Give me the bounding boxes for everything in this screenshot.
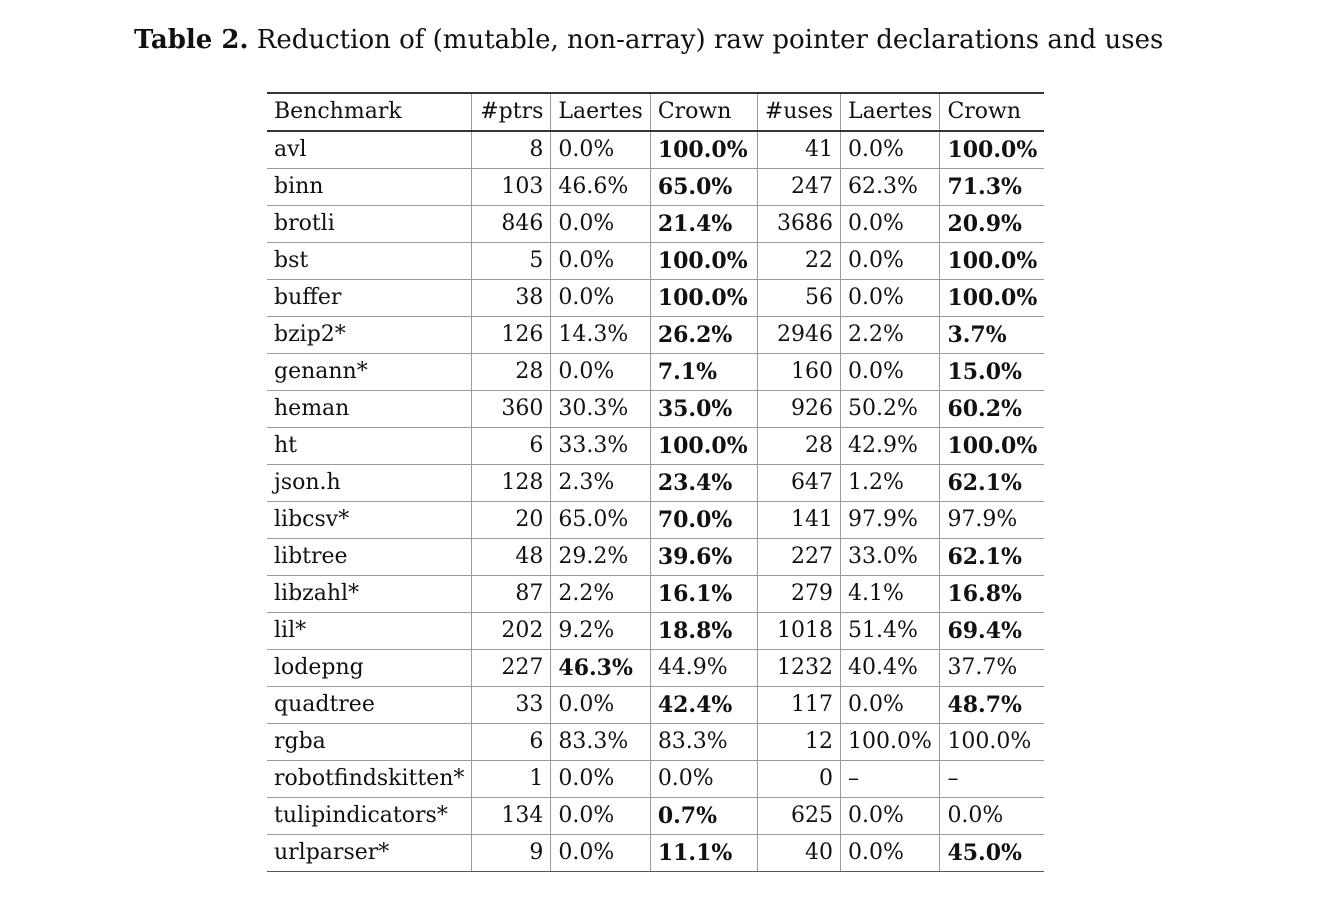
cell-laertes-uses: 0.0% <box>841 835 940 872</box>
cell-laertes-uses: 1.2% <box>841 465 940 502</box>
cell-crown-uses: 45.0% <box>940 835 1045 872</box>
cell-uses: 926 <box>757 391 840 428</box>
table-row <box>267 539 1044 576</box>
cell-laertes-uses: 100.0% <box>841 724 940 761</box>
cell-benchmark: json.h <box>267 465 472 502</box>
cell-crown-ptrs: 42.4% <box>650 687 757 724</box>
cell-crown-uses: 100.0% <box>940 724 1045 761</box>
cell-laertes-uses: 33.0% <box>841 539 940 576</box>
cell-crown-uses: 60.2% <box>940 391 1045 428</box>
cell-benchmark: libtree <box>267 539 472 576</box>
cell-uses: 227 <box>757 539 840 576</box>
cell-laertes-uses: 0.0% <box>841 280 940 317</box>
cell-ptrs: 20 <box>472 502 551 539</box>
table-row <box>267 576 1044 613</box>
cell-laertes-uses: 42.9% <box>841 428 940 465</box>
cell-laertes-uses: 0.0% <box>841 131 940 169</box>
cell-crown-ptrs: 11.1% <box>650 835 757 872</box>
cell-laertes-ptrs: 0.0% <box>551 354 650 391</box>
cell-laertes-uses: 40.4% <box>841 650 940 687</box>
cell-laertes-uses: 4.1% <box>841 576 940 613</box>
table-row <box>267 835 1044 872</box>
cell-uses: 2946 <box>757 317 840 354</box>
cell-uses: 1018 <box>757 613 840 650</box>
cell-benchmark: binn <box>267 169 472 206</box>
cell-crown-uses: 3.7% <box>940 317 1045 354</box>
cell-laertes-ptrs: 0.0% <box>551 131 650 169</box>
cell-crown-ptrs: 100.0% <box>650 428 757 465</box>
cell-ptrs: 8 <box>472 131 551 169</box>
cell-uses: 3686 <box>757 206 840 243</box>
cell-crown-uses: 62.1% <box>940 465 1045 502</box>
cell-laertes-uses: 50.2% <box>841 391 940 428</box>
cell-uses: 625 <box>757 798 840 835</box>
cell-laertes-uses: 51.4% <box>841 613 940 650</box>
table-row <box>267 354 1044 391</box>
cell-crown-ptrs: 16.1% <box>650 576 757 613</box>
cell-ptrs: 227 <box>472 650 551 687</box>
cell-crown-ptrs: 100.0% <box>650 280 757 317</box>
cell-ptrs: 38 <box>472 280 551 317</box>
cell-uses: 12 <box>757 724 840 761</box>
cell-crown-ptrs: 44.9% <box>650 650 757 687</box>
cell-benchmark: brotli <box>267 206 472 243</box>
cell-benchmark: bst <box>267 243 472 280</box>
header-laertes-ptrs: Laertes <box>551 93 650 131</box>
cell-ptrs: 6 <box>472 428 551 465</box>
cell-crown-uses: 15.0% <box>940 354 1045 391</box>
header-row <box>267 93 1044 131</box>
cell-laertes-ptrs: 2.2% <box>551 576 650 613</box>
cell-uses: 40 <box>757 835 840 872</box>
cell-ptrs: 134 <box>472 798 551 835</box>
table-row <box>267 169 1044 206</box>
table-row <box>267 391 1044 428</box>
header-uses: #uses <box>757 93 840 131</box>
cell-laertes-ptrs: 2.3% <box>551 465 650 502</box>
cell-crown-uses: 97.9% <box>940 502 1045 539</box>
cell-ptrs: 103 <box>472 169 551 206</box>
cell-crown-uses: 100.0% <box>940 280 1045 317</box>
cell-uses: 41 <box>757 131 840 169</box>
table-row <box>267 761 1044 798</box>
cell-laertes-uses: 0.0% <box>841 243 940 280</box>
table-row <box>267 465 1044 502</box>
header-laertes-uses: Laertes <box>841 93 940 131</box>
cell-crown-ptrs: 39.6% <box>650 539 757 576</box>
cell-laertes-ptrs: 0.0% <box>551 761 650 798</box>
table-row <box>267 280 1044 317</box>
cell-benchmark: ht <box>267 428 472 465</box>
table-row <box>267 502 1044 539</box>
cell-crown-ptrs: 83.3% <box>650 724 757 761</box>
cell-laertes-uses: 97.9% <box>841 502 940 539</box>
cell-crown-ptrs: 23.4% <box>650 465 757 502</box>
table-row <box>267 317 1044 354</box>
table-caption <box>134 22 1163 58</box>
results-table <box>267 92 1044 872</box>
cell-laertes-ptrs: 0.0% <box>551 206 650 243</box>
cell-benchmark: robotfindskitten* <box>267 761 472 798</box>
cell-laertes-ptrs: 46.3% <box>551 650 650 687</box>
cell-uses: 247 <box>757 169 840 206</box>
cell-ptrs: 128 <box>472 465 551 502</box>
cell-laertes-ptrs: 0.0% <box>551 835 650 872</box>
cell-laertes-ptrs: 30.3% <box>551 391 650 428</box>
header-crown-ptrs: Crown <box>650 93 757 131</box>
cell-ptrs: 202 <box>472 613 551 650</box>
cell-crown-uses: – <box>940 761 1045 798</box>
cell-ptrs: 33 <box>472 687 551 724</box>
cell-crown-uses: 37.7% <box>940 650 1045 687</box>
cell-laertes-uses: – <box>841 761 940 798</box>
cell-ptrs: 360 <box>472 391 551 428</box>
cell-ptrs: 6 <box>472 724 551 761</box>
header-ptrs: #ptrs <box>472 93 551 131</box>
cell-uses: 160 <box>757 354 840 391</box>
cell-laertes-uses: 0.0% <box>841 206 940 243</box>
cell-laertes-uses: 0.0% <box>841 354 940 391</box>
cell-laertes-ptrs: 0.0% <box>551 687 650 724</box>
table-row <box>267 613 1044 650</box>
cell-benchmark: lodepng <box>267 650 472 687</box>
table-row <box>267 650 1044 687</box>
cell-crown-uses: 0.0% <box>940 798 1045 835</box>
cell-crown-ptrs: 70.0% <box>650 502 757 539</box>
header-crown-uses: Crown <box>940 93 1045 131</box>
cell-laertes-ptrs: 9.2% <box>551 613 650 650</box>
cell-benchmark: libcsv* <box>267 502 472 539</box>
cell-benchmark: quadtree <box>267 687 472 724</box>
cell-laertes-ptrs: 14.3% <box>551 317 650 354</box>
cell-crown-ptrs: 0.0% <box>650 761 757 798</box>
cell-crown-uses: 48.7% <box>940 687 1045 724</box>
cell-uses: 647 <box>757 465 840 502</box>
cell-crown-ptrs: 65.0% <box>650 169 757 206</box>
cell-uses: 141 <box>757 502 840 539</box>
cell-benchmark: heman <box>267 391 472 428</box>
cell-ptrs: 846 <box>472 206 551 243</box>
table-row <box>267 724 1044 761</box>
cell-laertes-uses: 0.0% <box>841 798 940 835</box>
cell-crown-uses: 100.0% <box>940 428 1045 465</box>
cell-uses: 0 <box>757 761 840 798</box>
cell-crown-ptrs: 100.0% <box>650 243 757 280</box>
cell-laertes-ptrs: 33.3% <box>551 428 650 465</box>
cell-crown-uses: 100.0% <box>940 243 1045 280</box>
cell-benchmark: rgba <box>267 724 472 761</box>
cell-laertes-uses: 0.0% <box>841 687 940 724</box>
cell-crown-uses: 71.3% <box>940 169 1045 206</box>
cell-laertes-ptrs: 83.3% <box>551 724 650 761</box>
cell-benchmark: lil* <box>267 613 472 650</box>
cell-laertes-ptrs: 0.0% <box>551 798 650 835</box>
cell-ptrs: 48 <box>472 539 551 576</box>
cell-benchmark: urlparser* <box>267 835 472 872</box>
cell-benchmark: libzahl* <box>267 576 472 613</box>
table-row <box>267 687 1044 724</box>
table-row <box>267 131 1044 169</box>
cell-benchmark: tulipindicators* <box>267 798 472 835</box>
cell-crown-uses: 62.1% <box>940 539 1045 576</box>
cell-crown-uses: 100.0% <box>940 131 1045 169</box>
cell-laertes-ptrs: 46.6% <box>551 169 650 206</box>
table-row <box>267 206 1044 243</box>
cell-crown-ptrs: 100.0% <box>650 131 757 169</box>
header-benchmark: Benchmark <box>267 93 472 131</box>
cell-benchmark: avl <box>267 131 472 169</box>
cell-uses: 1232 <box>757 650 840 687</box>
cell-uses: 117 <box>757 687 840 724</box>
cell-uses: 279 <box>757 576 840 613</box>
cell-uses: 56 <box>757 280 840 317</box>
cell-crown-ptrs: 18.8% <box>650 613 757 650</box>
cell-crown-ptrs: 7.1% <box>650 354 757 391</box>
cell-ptrs: 126 <box>472 317 551 354</box>
caption-text: Reduction of (mutable, non-array) raw pointer declarations and uses <box>248 25 1164 55</box>
cell-laertes-ptrs: 65.0% <box>551 502 650 539</box>
cell-laertes-ptrs: 0.0% <box>551 280 650 317</box>
cell-ptrs: 28 <box>472 354 551 391</box>
caption-label: Table 2. <box>134 25 249 55</box>
table-row <box>267 243 1044 280</box>
cell-ptrs: 9 <box>472 835 551 872</box>
cell-crown-uses: 16.8% <box>940 576 1045 613</box>
cell-crown-uses: 69.4% <box>940 613 1045 650</box>
cell-crown-uses: 20.9% <box>940 206 1045 243</box>
cell-ptrs: 5 <box>472 243 551 280</box>
cell-crown-ptrs: 0.7% <box>650 798 757 835</box>
cell-laertes-ptrs: 29.2% <box>551 539 650 576</box>
table-row <box>267 798 1044 835</box>
cell-crown-ptrs: 26.2% <box>650 317 757 354</box>
cell-ptrs: 1 <box>472 761 551 798</box>
cell-benchmark: bzip2* <box>267 317 472 354</box>
cell-crown-ptrs: 21.4% <box>650 206 757 243</box>
cell-benchmark: buffer <box>267 280 472 317</box>
cell-crown-ptrs: 35.0% <box>650 391 757 428</box>
cell-uses: 28 <box>757 428 840 465</box>
cell-laertes-uses: 2.2% <box>841 317 940 354</box>
cell-benchmark: genann* <box>267 354 472 391</box>
cell-ptrs: 87 <box>472 576 551 613</box>
cell-laertes-ptrs: 0.0% <box>551 243 650 280</box>
cell-laertes-uses: 62.3% <box>841 169 940 206</box>
cell-uses: 22 <box>757 243 840 280</box>
table-body <box>267 131 1044 872</box>
table-row <box>267 428 1044 465</box>
